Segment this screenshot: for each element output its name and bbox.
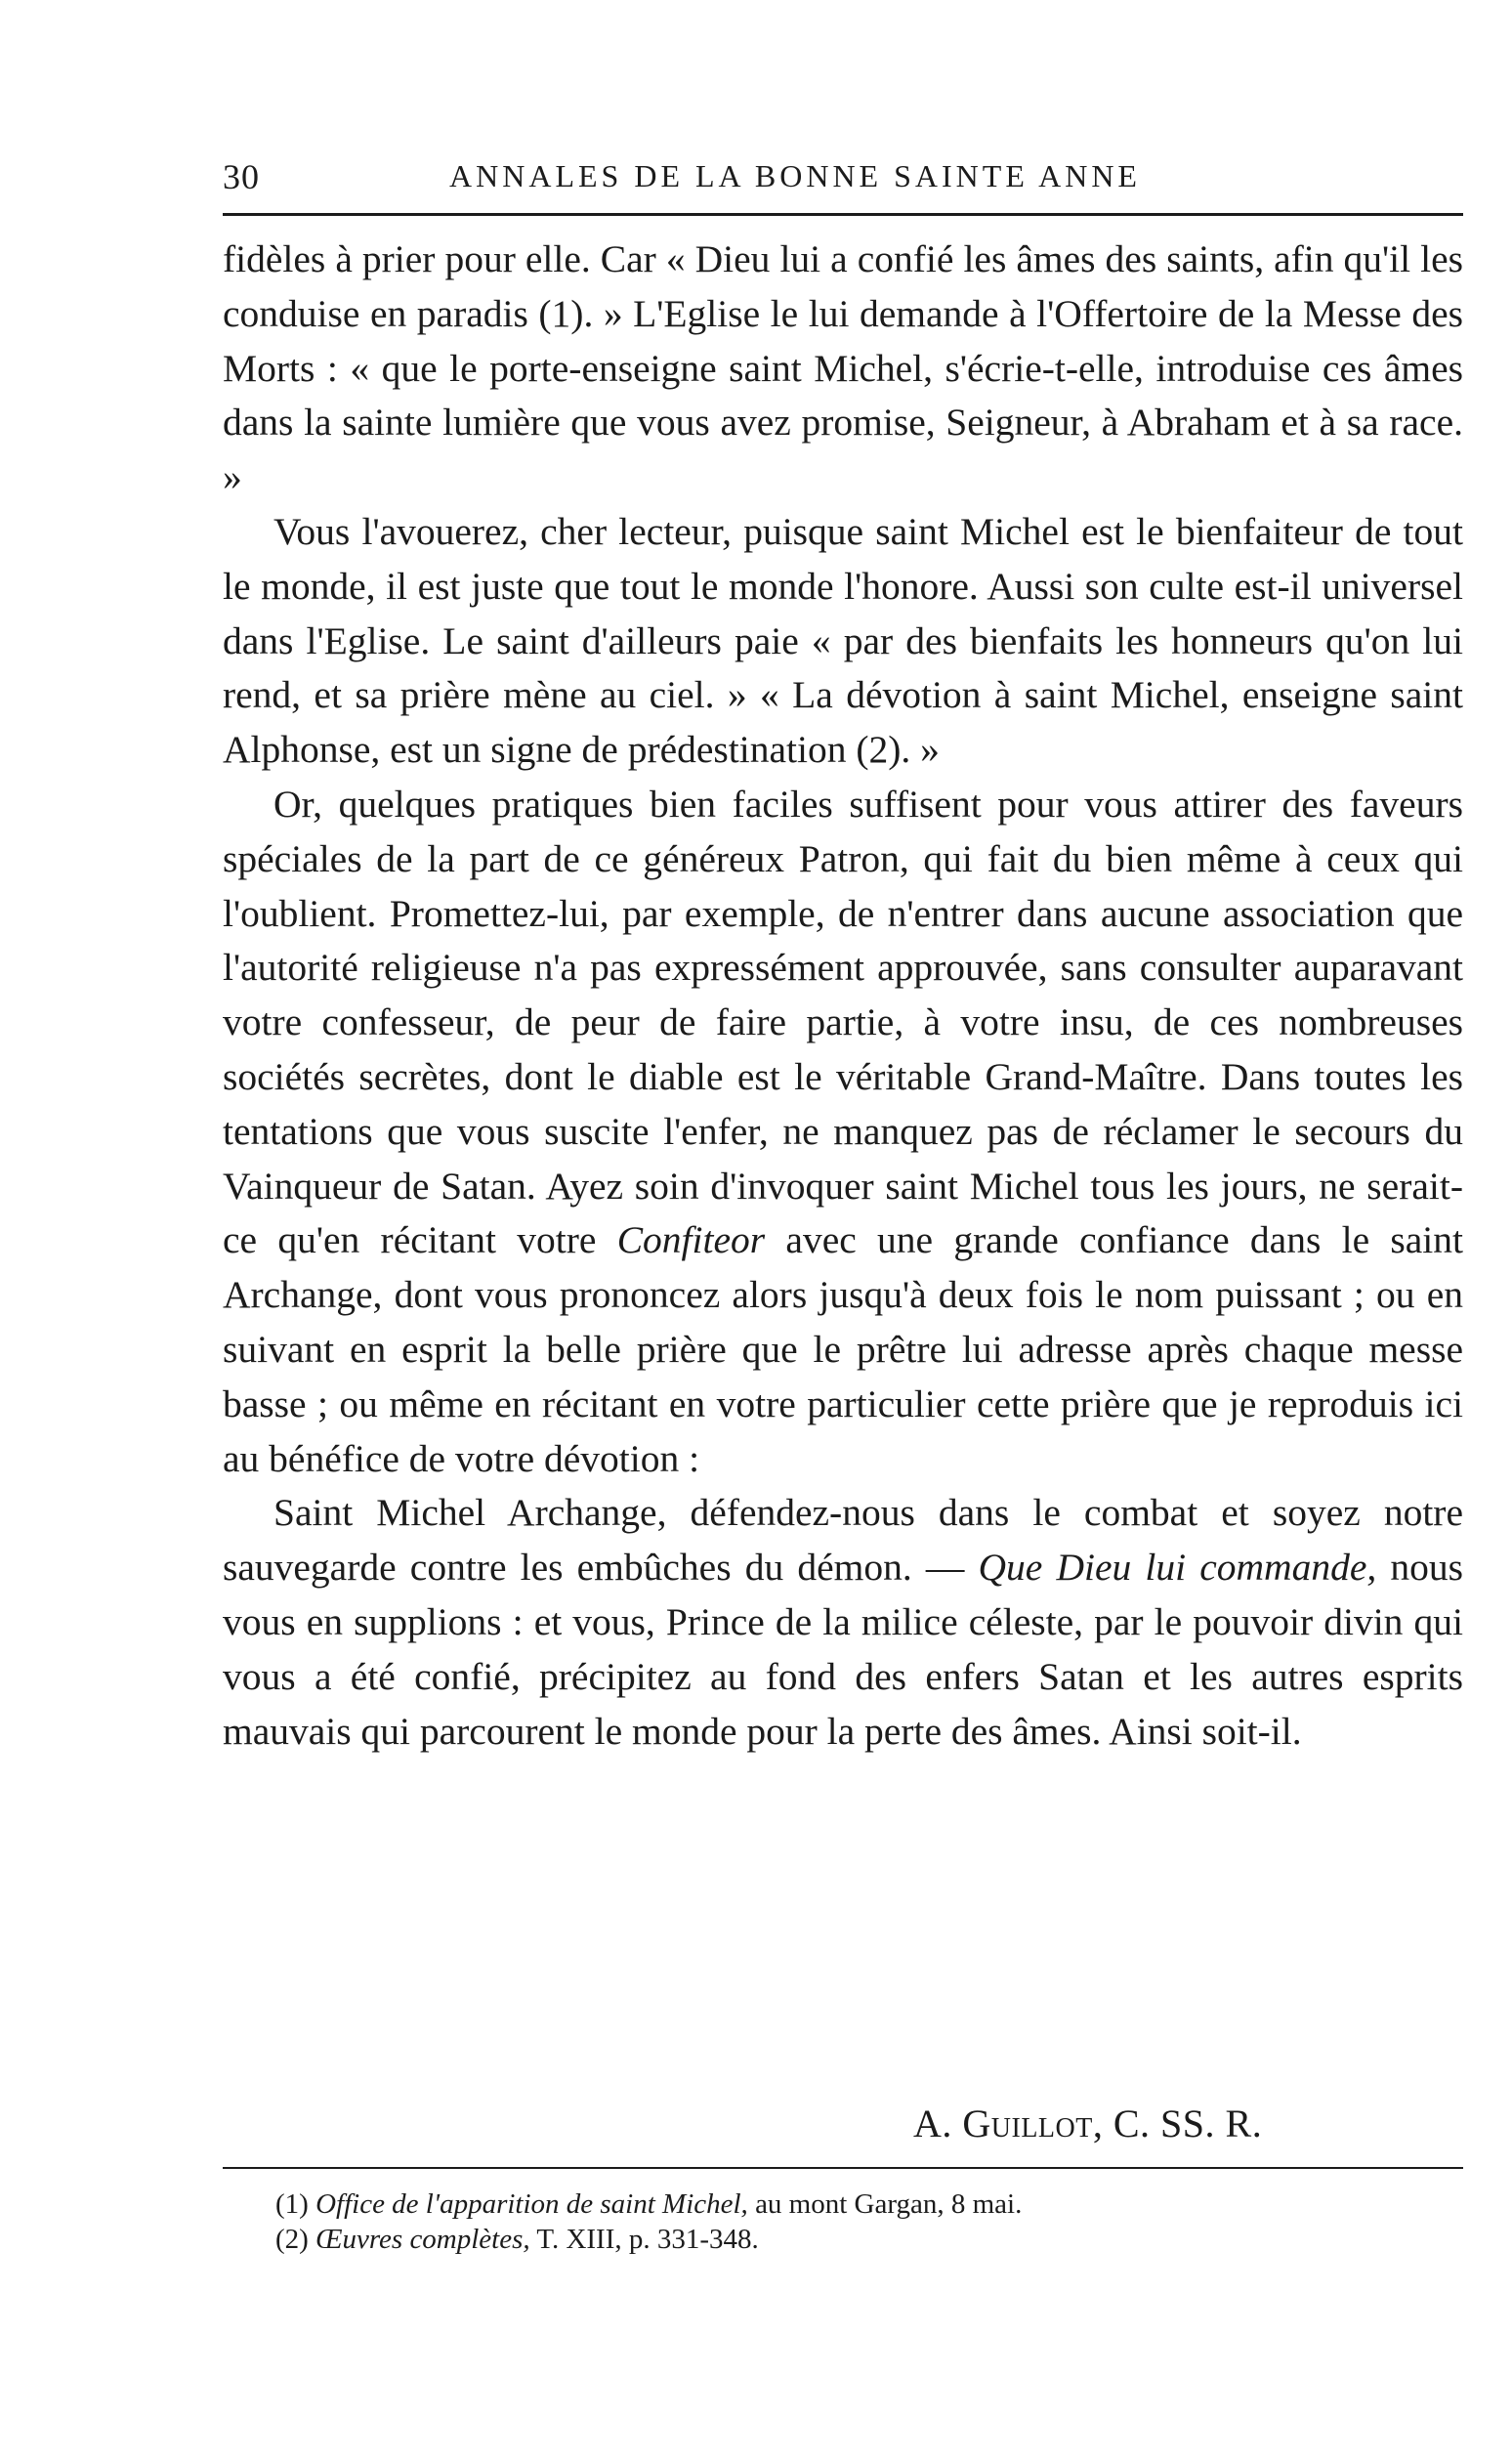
footnote-2-pages: p. 331-348. [628,2224,759,2255]
footnotes [275,2187,1399,2257]
paragraph-1: fidèles à prier pour elle. Car « Dieu lui a confié les âmes des saints, afin qu'il les conduise en paradis (1). » L'Eglise le lui demande à l'Offertoire de la Messe des Morts : « que le porte-enseigne saint Michel, s'écrie-t-elle, introduise ces âmes dans la sainte lumière que vous avez promise, Seigneur, à Abraham et à sa race. » [223,237,1463,499]
footnote-1 [275,2187,1399,2222]
confiteor-term: Confiteor [616,1218,766,1262]
footnote-2-marker: (2) [275,2224,309,2255]
footnote-rule [223,2167,1463,2169]
page-header [223,156,1463,203]
prayer-paragraph [223,1486,1463,1759]
paragraph-3-text-b: avec une grande confiance dans le saint Archange, dont vous prononcez alors jusqu'à deux fois le nom puissant ; ou en suivant en esprit la belle prière que le prêtre lui adresse après chaque messe basse ; ou même en récitant en votre particulier cette prière que je reproduis ici au bénéfice de votre dévotion : [223,1218,1464,1480]
footnote-2-title: Œuvres complètes, [315,2224,530,2255]
paragraph-3-text-a: Or, quelques pratiques bien faciles suffisent pour vous attirer des faveurs spéciales de la part de ce généreux Patron, qui fait du bien même à ceux qui l'oublient. Promettez-lui, par exemple, de n'entrer dans aucune association que l'autorité religieuse n'a pas expressément approuvée, sans consulter auparavant votre confesseur, de peur de faire partie, à votre insu, de ces nombreuses sociétés secrètes, dont le diable est le véritable Grand-Maître. Dans toutes les tentations que vous suscite l'enfer, ne manquez pas de réclamer le secours du Vainqueur de Satan. Ayez soin d'invoquer saint Michel tous les jours, ne serait-ce qu'en récitant votre [223,782,1463,1262]
paragraph-2: Vous l'avouerez, cher lecteur, puisque saint Michel est le bienfaiteur de tout le monde, il est juste que tout le monde l'honore. Aussi son culte est-il universel dans l'Eglise. Le saint d'ailleurs paie « par des bienfaits les honneurs qu'on lui rend, et sa prière mène au ciel. » « La dévotion à saint Michel, enseigne saint Alphonse, est un signe de prédestination (2). » [223,509,1463,772]
prayer-text-a: Saint Michel Archange, défendez-nous dans le combat et soyez notre sauvegarde contre les embûches du démon. — [223,1491,1463,1590]
author-signature: A. Guillot, C. SS. R. [913,2102,1263,2145]
prayer-text-b: nous vous en supplions : et vous, Prince de la milice céleste, par le pouvoir divin qui vous a été confié, précipitez au fond des enfers Satan et les autres esprits mauvais qui parcourent le monde pour la perte des âmes. Ainsi soit-il. [223,1546,1463,1753]
header-rule [223,213,1463,216]
footnote-2 [275,2222,1399,2257]
prayer-italic-phrase: Que Dieu lui commande, [978,1546,1377,1590]
footnote-1-rest: au mont Gargan, 8 mai. [747,2188,1023,2220]
footnote-1-marker: (1) [275,2188,309,2220]
footnote-2-volume: T. XIII, [529,2224,629,2255]
paragraph-3 [223,778,1463,1486]
footnote-1-title: Office de l'apparition de saint Michel, [315,2188,748,2220]
page-number: 30 [223,157,260,196]
running-head: ANNALES DE LA BONNE SAINTE ANNE [449,158,1141,193]
body-text [223,233,1463,1759]
